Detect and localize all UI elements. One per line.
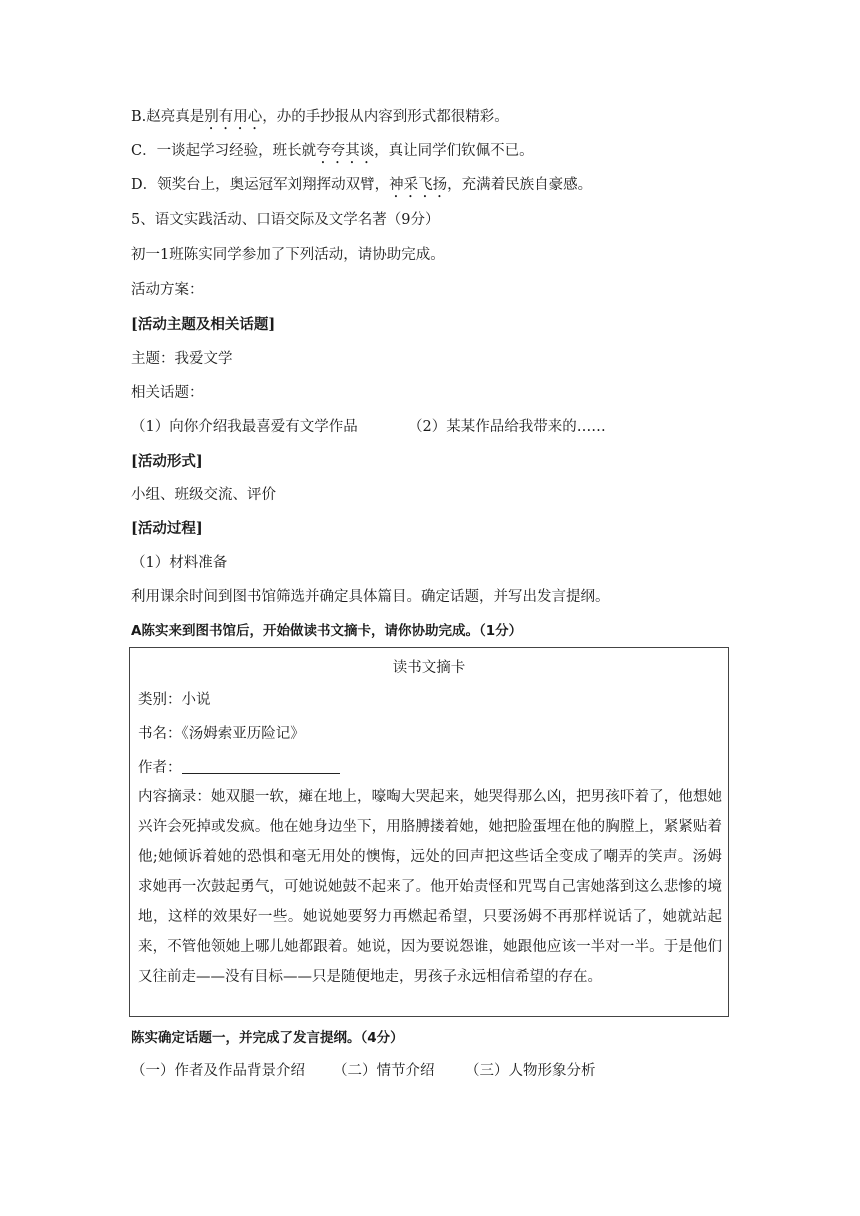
option-b-text: B.赵亮真是 (131, 109, 205, 125)
card-author-label: 作者： (138, 760, 182, 776)
task-a: A陈实来到图书馆后，开始做读书文摘卡，请你协助完成。（1分） (131, 623, 523, 639)
reading-excerpt-card (129, 647, 729, 1017)
step-1-description: 利用课余时间到图书馆筛选并确定具体篇目。确定话题，并写出发言提纲。 (131, 589, 610, 605)
outline-part-1: （一）作者及作品背景介绍 (131, 1063, 305, 1079)
topics-label: 相关话题： (131, 385, 204, 401)
option-d-idiom: 神采飞扬 (389, 177, 448, 193)
topic-1: （1）向你介绍我最喜爱有文学作品 (131, 419, 358, 435)
card-category: 类别：小说 (138, 692, 211, 708)
option-d-rest: ，充满着民族自豪感。 (447, 177, 593, 193)
activity-plan-label: 活动方案： (131, 282, 204, 298)
option-b (131, 107, 509, 133)
question-5-heading: 5、语文实践活动、口语交际及文学名著（9分） (131, 212, 440, 228)
outline-instruction: 陈实确定话题一，并完成了发言提纲。（4分） (131, 1030, 404, 1046)
theme-text: 主题：我爱文学 (131, 351, 233, 367)
option-c-text: C．一谈起学习经验，班长就 (131, 143, 317, 159)
option-c (131, 141, 534, 167)
theme-heading: [活动主题及相关话题] (131, 316, 276, 333)
outline-part-3: （三）人物形象分析 (465, 1063, 596, 1079)
option-d-text: D．领奖台上，奥运冠军刘翔挥动双臂， (131, 177, 390, 193)
card-title: 读书文摘卡 (392, 660, 466, 676)
option-d (131, 175, 592, 201)
form-heading: [活动形式] (131, 453, 203, 470)
card-book-title: 书名：《汤姆索亚历险记》 (138, 726, 305, 742)
card-excerpt: 内容摘录：她双腿一软，瘫在地上，嚎啕大哭起来，她哭得那么凶，把男孩吓着了，他想她兴许会死掉或发疯。他在她身边坐下，用胳膊搂着她，她把脸蛋埋在他的胸膛上，紧紧贴着他;她倾诉着她的恐惧和毫无用处的懊悔，远处的回声把这些话全变成了嘲弄的笑声。汤姆求她再一次鼓起勇气，可她说她鼓不起来了。他开始责怪和咒骂自己害她落到这么悲惨的境地，这样的效果好一些。她说她要努力再燃起希望，只要汤姆不再那样说话了，她就站起来，不管他领她上哪儿她都跟着。她说，因为要说怨谁，她跟他应该一半对一半。于是他们又往前走——没有目标——只是随便地走，男孩子永远相信希望的存在。 (138, 789, 722, 985)
process-heading: [活动过程] (131, 520, 203, 537)
option-c-idiom: 夸夸其谈 (316, 143, 375, 159)
topic-2: （2）某某作品给我带来的…… (408, 419, 606, 435)
author-answer-blank[interactable] (182, 759, 340, 774)
option-b-rest: ，办的手抄报从内容到形式都很精彩。 (262, 109, 509, 125)
outline-part-2: （二）情节介绍 (333, 1063, 435, 1079)
question-5-intro: 初一1班陈实同学参加了下列活动，请协助完成。 (131, 247, 445, 263)
form-text: 小组、班级交流、评价 (131, 487, 276, 503)
step-1: （1）材料准备 (131, 555, 228, 571)
card-author-row (138, 758, 340, 778)
option-c-rest: ，真让同学们钦佩不已。 (374, 143, 534, 159)
option-b-idiom: 别有用心 (204, 109, 263, 125)
